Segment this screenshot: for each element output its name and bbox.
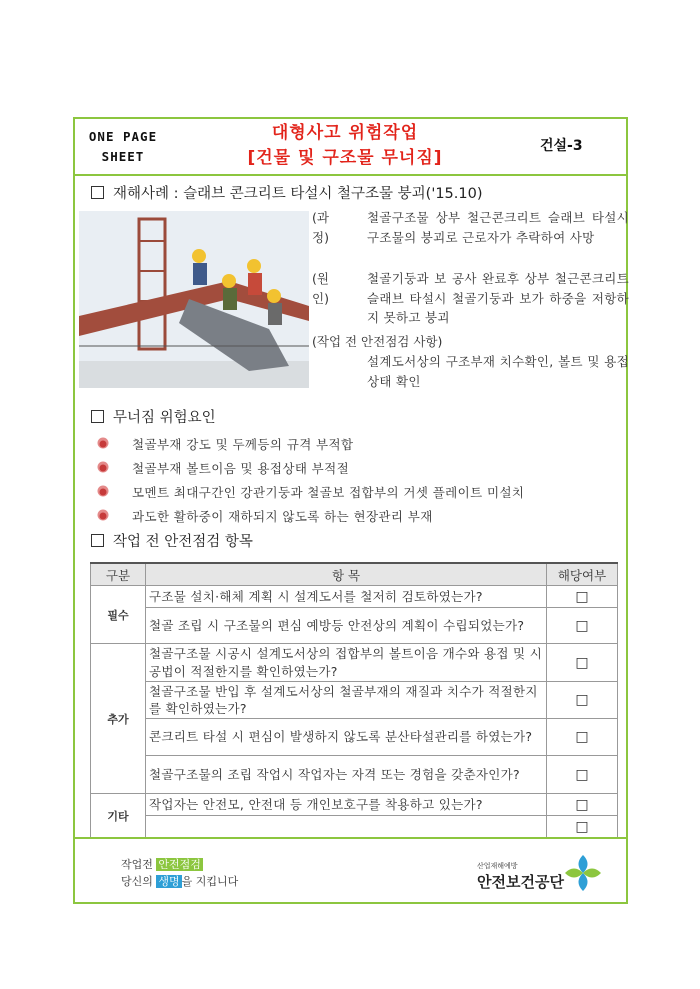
slogan1-pre: 작업전 [121, 858, 157, 871]
case-precheck [312, 332, 629, 389]
category-cell: 추가 [91, 644, 146, 794]
one-page-text: ONE PAGE [88, 129, 158, 144]
slogan1-highlight: 안전점검 [158, 858, 201, 871]
applicable-checkbox[interactable]: □ [547, 608, 618, 644]
checklist-heading-text: 작업 전 안전점검 항목 [113, 534, 253, 550]
slogan [121, 856, 238, 890]
applicable-checkbox[interactable]: □ [547, 816, 618, 838]
column-header-applicable: 해당여부 [547, 563, 618, 586]
item-cell: 철골구조물 반입 후 설계도서상의 철골부재의 재질과 치수가 적절한지를 확인하였는가? [146, 682, 547, 719]
risk-text: 모멘트 최대구간인 강관기둥과 철골보 접합부의 거셋 플레이트 미설치 [132, 485, 525, 500]
table-row [91, 816, 618, 838]
title-line2: [건물 및 구조물 무너짐] [247, 148, 443, 168]
red-bullet-icon [97, 461, 109, 473]
applicable-checkbox[interactable]: □ [547, 682, 618, 719]
category-cell: 필수 [91, 586, 146, 644]
red-bullet-icon [97, 485, 109, 497]
slogan2-pre: 당신의 [121, 875, 157, 888]
org-tagline: 산업재해예방 [477, 862, 518, 870]
kosha-logo-icon [563, 853, 603, 893]
square-bullet-icon [91, 534, 104, 547]
table-row [91, 756, 618, 794]
red-bullet-icon [97, 509, 109, 521]
applicable-checkbox[interactable]: □ [547, 644, 618, 682]
table-row [91, 608, 618, 644]
table-header-row [91, 563, 618, 586]
process-text: 철골구조물 상부 철근콘크리트 슬래브 타설시 구조물의 붕괴로 근로자가 추락하여 사망 [367, 210, 629, 245]
sheet-code: 건설-3 [540, 138, 583, 154]
sheet-text: SHEET [101, 149, 145, 164]
item-cell: 철골 조립 시 구조물의 편심 예방등 안전상의 계획이 수립되었는가? [146, 608, 547, 644]
title-line1: 대형사고 위험작업 [271, 123, 419, 143]
risks-heading-text: 무너짐 위험요인 [113, 410, 216, 426]
category-cell: 기타 [91, 794, 146, 838]
risk-text: 철골부재 볼트이음 및 용접상태 부적절 [132, 461, 350, 476]
cause-text: 철골기둥과 보 공사 완료후 상부 철근콘크리트 슬래브 타설시 철골기둥과 보가 하중을 저항하지 못하고 붕괴 [367, 271, 629, 325]
table-row [91, 719, 618, 756]
accident-illustration [79, 211, 309, 388]
item-cell: 콘크리트 타설 시 편심이 발생하지 않도록 분산타설관리를 하였는가? [146, 719, 547, 756]
risk-text: 철골부재 강도 및 두께등의 규격 부적합 [132, 437, 354, 452]
red-bullet-icon [97, 437, 109, 449]
case-heading-text: 재해사례 : 슬래브 콘크리트 타설시 철구조물 붕괴('15.10) [113, 186, 483, 202]
table-row [91, 586, 618, 608]
item-cell [146, 816, 547, 838]
precheck-text: 설계도서상의 구조부재 치수확인, 볼트 및 용접 상태 확인 [367, 354, 629, 389]
header [75, 119, 626, 176]
page-frame [73, 117, 628, 904]
cause-tag: (원인) [312, 271, 329, 306]
applicable-checkbox[interactable]: □ [547, 794, 618, 816]
column-header-category: 구분 [91, 563, 146, 586]
applicable-checkbox[interactable]: □ [547, 719, 618, 756]
checklist-heading [91, 530, 253, 551]
risks-heading [91, 406, 216, 427]
item-cell: 구조물 설치·해체 계획 시 설계도서를 철저히 검토하였는가? [146, 586, 547, 608]
table-row [91, 644, 618, 682]
column-header-item: 항 목 [146, 563, 547, 586]
process-tag: (과정) [312, 210, 329, 245]
square-bullet-icon [91, 410, 104, 423]
table-row [91, 794, 618, 816]
risk-text: 과도한 활하중이 재하되지 않도록 하는 현장관리 부재 [132, 509, 433, 524]
precheck-tag: (작업 전 안전점검 사항) [312, 334, 443, 349]
checklist-table [90, 562, 618, 838]
applicable-checkbox[interactable]: □ [547, 586, 618, 608]
slogan2-post: 을 지킵니다 [181, 875, 239, 888]
item-cell: 철골구조물 시공시 설계도서상의 접합부의 볼트이음 개수와 용접 및 시공법이 적절한지를 확인하였는가? [146, 644, 547, 682]
org-name: 안전보건공단 [477, 873, 564, 891]
slogan-line2 [121, 873, 238, 890]
item-cell: 철골구조물의 조립 작업시 작업자는 자격 또는 경험을 갖춘자인가? [146, 756, 547, 794]
footer [75, 837, 626, 906]
one-page-sheet-label [83, 127, 163, 167]
slogan-line1 [121, 856, 238, 873]
square-bullet-icon [91, 186, 104, 199]
applicable-checkbox[interactable]: □ [547, 756, 618, 794]
item-cell: 작업자는 안전모, 안전대 등 개인보호구를 착용하고 있는가? [146, 794, 547, 816]
case-heading [91, 182, 483, 203]
table-row [91, 682, 618, 719]
slogan2-highlight: 생명 [158, 875, 180, 888]
